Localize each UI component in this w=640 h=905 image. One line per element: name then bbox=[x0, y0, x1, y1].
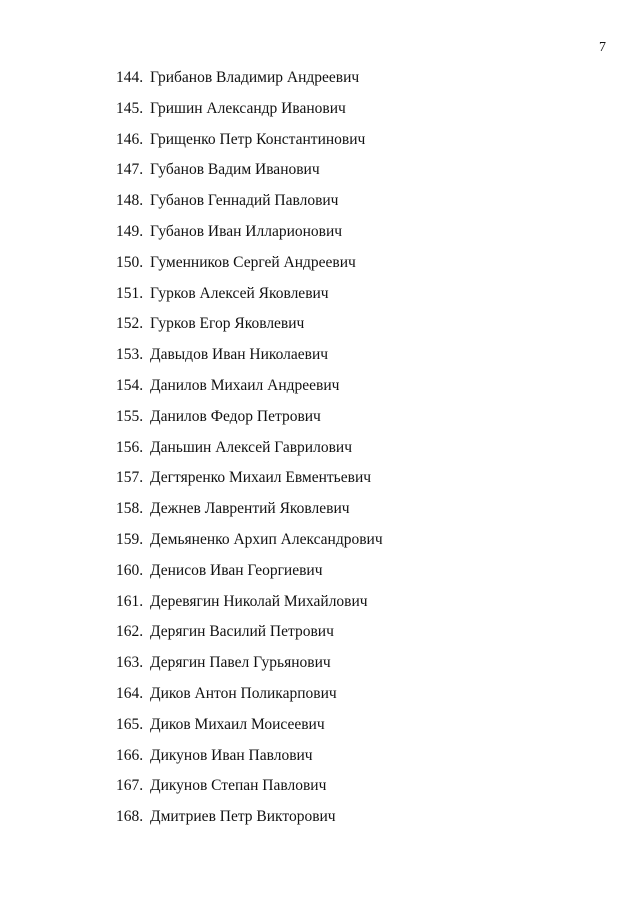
item-name: Диков Михаил Моисеевич bbox=[150, 715, 325, 733]
list-item bbox=[116, 561, 383, 592]
item-number: 155. bbox=[116, 407, 144, 425]
list-item bbox=[116, 468, 383, 499]
list-item bbox=[116, 684, 383, 715]
item-number: 150. bbox=[116, 253, 144, 271]
item-name: Дикунов Степан Павлович bbox=[150, 777, 327, 795]
item-number: 166. bbox=[116, 746, 144, 764]
list-item bbox=[116, 160, 383, 191]
item-number: 154. bbox=[116, 376, 144, 394]
item-name: Данилов Михаил Андреевич bbox=[150, 376, 340, 394]
item-number: 151. bbox=[116, 284, 144, 302]
list-item bbox=[116, 746, 383, 777]
list-item bbox=[116, 222, 383, 253]
list-item bbox=[116, 191, 383, 222]
list-item bbox=[116, 376, 383, 407]
item-name: Гуменников Сергей Андреевич bbox=[150, 253, 356, 271]
item-number: 162. bbox=[116, 623, 144, 641]
list-item bbox=[116, 284, 383, 315]
list-item bbox=[116, 622, 383, 653]
item-number: 167. bbox=[116, 777, 144, 795]
item-name: Денисов Иван Георгиевич bbox=[150, 561, 323, 579]
item-number: 163. bbox=[116, 654, 144, 672]
list-item bbox=[116, 530, 383, 561]
item-name: Губанов Вадим Иванович bbox=[150, 161, 320, 179]
list-item bbox=[116, 68, 383, 99]
item-name: Давыдов Иван Николаевич bbox=[150, 346, 329, 364]
list-item bbox=[116, 438, 383, 469]
item-name: Дерягин Василий Петрович bbox=[150, 623, 334, 641]
list-item bbox=[116, 592, 383, 623]
item-number: 152. bbox=[116, 315, 144, 333]
item-number: 168. bbox=[116, 808, 144, 826]
item-name: Дегтяренко Михаил Евментьевич bbox=[150, 469, 372, 487]
item-number: 159. bbox=[116, 530, 144, 548]
list-item bbox=[116, 253, 383, 284]
item-name: Грибанов Владимир Андреевич bbox=[150, 69, 360, 86]
item-name: Губанов Геннадий Павлович bbox=[150, 192, 339, 210]
item-number: 158. bbox=[116, 500, 144, 518]
item-number: 160. bbox=[116, 561, 144, 579]
item-name: Дмитриев Петр Викторович bbox=[150, 808, 336, 826]
list-item bbox=[116, 653, 383, 684]
list-item bbox=[116, 314, 383, 345]
list-item bbox=[116, 776, 383, 807]
list-item bbox=[116, 130, 383, 161]
item-name: Диков Антон Поликарпович bbox=[150, 684, 337, 702]
list-item bbox=[116, 499, 383, 530]
item-name: Дерягин Павел Гурьянович bbox=[150, 654, 331, 672]
item-name: Гурков Алексей Яковлевич bbox=[150, 284, 329, 302]
list-item bbox=[116, 715, 383, 746]
item-name: Данилов Федор Петрович bbox=[150, 407, 321, 425]
item-name: Грищенко Петр Константинович bbox=[150, 130, 366, 148]
item-number: 161. bbox=[116, 592, 144, 610]
item-number: 157. bbox=[116, 469, 144, 487]
item-number: 147. bbox=[116, 161, 144, 179]
item-name: Губанов Иван Илларионович bbox=[150, 222, 343, 240]
page-number: 7 bbox=[599, 40, 606, 55]
item-name: Гришин Александр Иванович bbox=[150, 99, 346, 117]
list-item bbox=[116, 807, 383, 838]
list-item bbox=[116, 99, 383, 130]
name-list bbox=[116, 68, 383, 838]
item-number: 153. bbox=[116, 346, 144, 364]
item-number: 164. bbox=[116, 684, 144, 702]
list-item bbox=[116, 345, 383, 376]
item-number: 146. bbox=[116, 130, 144, 148]
item-name: Дикунов Иван Павлович bbox=[150, 746, 313, 764]
item-number: 165. bbox=[116, 715, 144, 733]
item-number: 144. bbox=[116, 69, 144, 86]
item-name: Даньшин Алексей Гаврилович bbox=[150, 438, 352, 456]
item-name: Дежнев Лаврентий Яковлевич bbox=[150, 500, 350, 518]
item-number: 149. bbox=[116, 222, 144, 240]
list-item bbox=[116, 407, 383, 438]
item-name: Деревягин Николай Михайлович bbox=[150, 592, 368, 610]
item-number: 156. bbox=[116, 438, 144, 456]
item-name: Гурков Егор Яковлевич bbox=[150, 315, 305, 333]
item-number: 148. bbox=[116, 192, 144, 210]
item-number: 145. bbox=[116, 99, 144, 117]
item-name: Демьяненко Архип Александрович bbox=[150, 530, 383, 548]
